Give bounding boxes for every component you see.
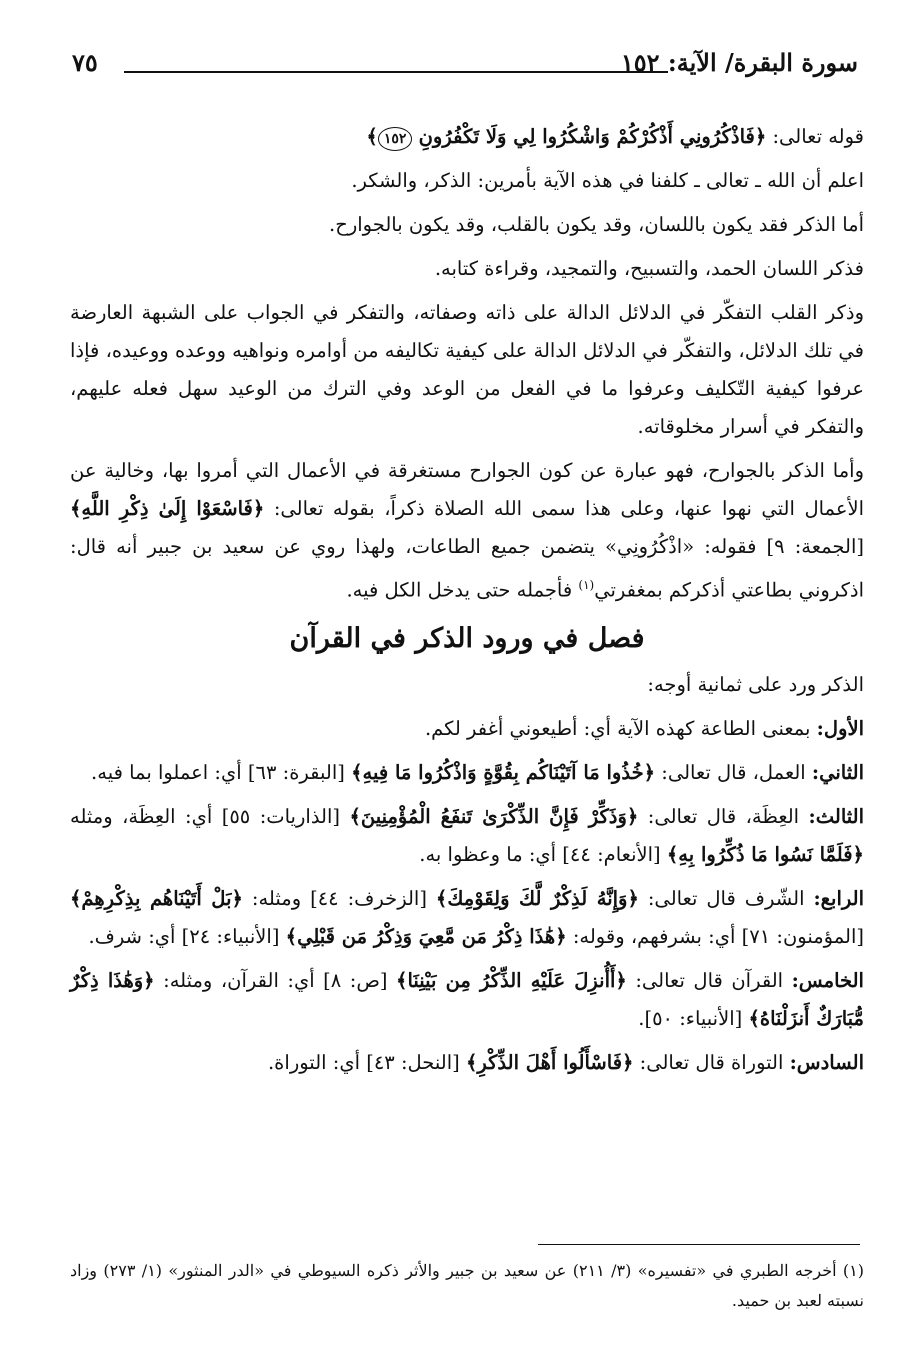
item-label: الثالث: <box>808 804 865 828</box>
item-label: الرابع: <box>813 886 864 910</box>
list-item <box>70 798 864 874</box>
list-item <box>70 962 864 1038</box>
item-text: [الزخرف: ٤٤] ومثله: <box>242 886 436 910</box>
footnotes <box>70 1256 864 1316</box>
footnote-separator <box>538 1244 860 1245</box>
item-label: الثاني: <box>811 760 864 784</box>
text-run: [الجمعة: ٩] فقوله: «اذْكُرُونِي» يتضمن جميع الطاعات، ولهذا روي عن سعيد بن جبير أنه قال: اذكروني بطاعتي أذكركم بمغفرتي <box>70 535 864 602</box>
quran-quote: ﴿وَذَكِّرْ فَإِنَّ الذِّكْرَىٰ تَنفَعُ الْمُؤْمِنِينَ﴾ <box>349 804 639 828</box>
quran-quote: ﴿بَلْ أَتَيْنَاهُم بِذِكْرِهِمْ﴾ <box>70 886 243 910</box>
ayah-number-mark: ١٥٢ <box>378 127 413 151</box>
quran-quote: ﴿وَإِنَّهُ لَذِكْرٌ لَّكَ وَلِقَوْمِكَ﴾ <box>435 886 639 910</box>
item-text: [النحل: ٤٣] أي: التوراة. <box>267 1050 466 1074</box>
item-text: [الأنعام: ٤٤] أي: ما وعظوا به. <box>419 842 667 866</box>
list-item <box>70 754 864 792</box>
quran-quote: ﴿وَهَٰذَا ذِكْرٌ مُّبَارَكٌ أَنزَلْنَاهُ﴾ <box>70 968 864 1030</box>
item-text: الشّرف قال تعالى: <box>638 886 814 910</box>
verse-lead: قوله تعالى: <box>766 125 864 148</box>
footnote-ref[interactable]: (١) <box>578 578 595 592</box>
header-rule <box>124 71 668 73</box>
list-item <box>70 880 864 956</box>
footnote-1: (١) أخرجه الطبري في «تفسيره» (٣/ ٢١١) عن سعيد بن جبير والأثر ذكره السيوطي في «الدر المنثور» (١/ ٢٧٣) وزاد نسبته لعبد بن حميد. <box>70 1261 864 1310</box>
paragraph: أما الذكر فقد يكون باللسان، وقد يكون بالقلب، وقد يكون بالجوارح. <box>329 213 864 236</box>
verse-close-bracket: ﴾ <box>366 125 378 148</box>
page-body <box>70 118 864 1088</box>
item-text: [المؤمنون: ٧١] أي: بشرفهم، وقوله: <box>566 924 864 948</box>
text-run: وأما الذكر بالجوارح، فهو عبارة عن كون الجوارح مستغرقة في الأعمال التي أمروا بها، وخالية عن الأعمال التي نهوا عنها، وعلى هذا سمى الله الصلاة ذكراً، بقوله تعالى: <box>70 459 865 520</box>
item-text: العمل، قال تعالى: <box>655 760 812 784</box>
page-header <box>72 40 858 86</box>
running-title: سورة البقرة/ الآية: ١٥٢ <box>620 48 858 77</box>
item-text: [البقرة: ٦٣] أي: اعملوا بما فيه. <box>91 760 352 784</box>
section-intro: الذكر ورد على ثمانية أوجه: <box>647 672 864 696</box>
item-text: العِظَة، قال تعالى: <box>638 804 809 828</box>
page-number: ٧٥ <box>72 48 98 77</box>
item-text: [الذاريات: ٥٥] أي: العِظَة، ومثله <box>70 804 350 828</box>
item-label: الأول: <box>816 716 864 740</box>
item-text: بمعنى الطاعة كهذه الآية أي: أطيعوني أغفر لكم. <box>424 716 817 740</box>
item-label: الخامس: <box>791 968 864 992</box>
text-run: فأجمله حتى يدخل الكل فيه. <box>346 578 579 602</box>
paragraph: اعلم أن الله ـ تعالى ـ كلفنا في هذه الآية بأمرين: الذكر، والشكر. <box>351 169 864 192</box>
quran-verse: ﴿فَاذْكُرُونِي أَذْكُرْكُمْ وَاشْكُرُوا لِي وَلَا تَكْفُرُونِ <box>418 125 767 148</box>
quran-quote: ﴿هَٰذَا ذِكْرُ مَن مَّعِيَ وَذِكْرُ مَن قَبْلِي﴾ <box>285 924 567 948</box>
list-item <box>70 1044 864 1082</box>
section-title: فصل في ورود الذكر في القرآن <box>289 622 645 654</box>
item-label: السادس: <box>789 1050 864 1074</box>
item-text: [ص: ٨] أي: القرآن، ومثله: <box>154 968 397 992</box>
paragraph: وذكر القلب التفكّر في الدلائل الدالة على ذاته وصفاته، والتفكر في الجواب على الشبهة العارضة في تلك الدلائل، والتفكّر في الدلائل الدالة على كيفية تكاليفه من أوامره ونواهيه ووعده ووعيده، فإذا عرفوا كيفية التّكليف وعرفوا ما في الفعل من الوعد وفي الترك من الوعيد سهل فعله عليهم، والتفكر في أسرار مخلوقاته. <box>70 301 865 438</box>
item-text: التوراة قال تعالى: <box>633 1050 790 1074</box>
quran-quote: ﴿أَأُنزِلَ عَلَيْهِ الذِّكْرُ مِن بَيْنِنَا﴾ <box>396 968 627 992</box>
paragraph-dhikr-limbs <box>70 452 864 610</box>
item-text: [الأنبياء: ٢٤] أي: شرف. <box>88 924 286 948</box>
quran-quote: ﴿خُذُوا مَا آتَيْنَاكُم بِقُوَّةٍ وَاذْكُرُوا مَا فِيهِ﴾ <box>351 760 656 784</box>
list-item <box>70 710 864 748</box>
quran-quote: ﴿فَاسْأَلُوا أَهْلَ الذِّكْرِ﴾ <box>465 1050 634 1074</box>
item-text: [الأنبياء: ٥٠]. <box>638 1006 749 1030</box>
verse-heading <box>70 118 864 156</box>
paragraph: فذكر اللسان الحمد، والتسبيح، والتمجيد، وقراءة كتابه. <box>434 257 864 280</box>
quran-quote: ﴿فَلَمَّا نَسُوا مَا ذُكِّرُوا بِهِ﴾ <box>666 842 864 866</box>
quran-quote: ﴿فَاسْعَوْا إِلَىٰ ذِكْرِ اللَّهِ﴾ <box>70 497 265 520</box>
item-text: القرآن قال تعالى: <box>626 968 792 992</box>
